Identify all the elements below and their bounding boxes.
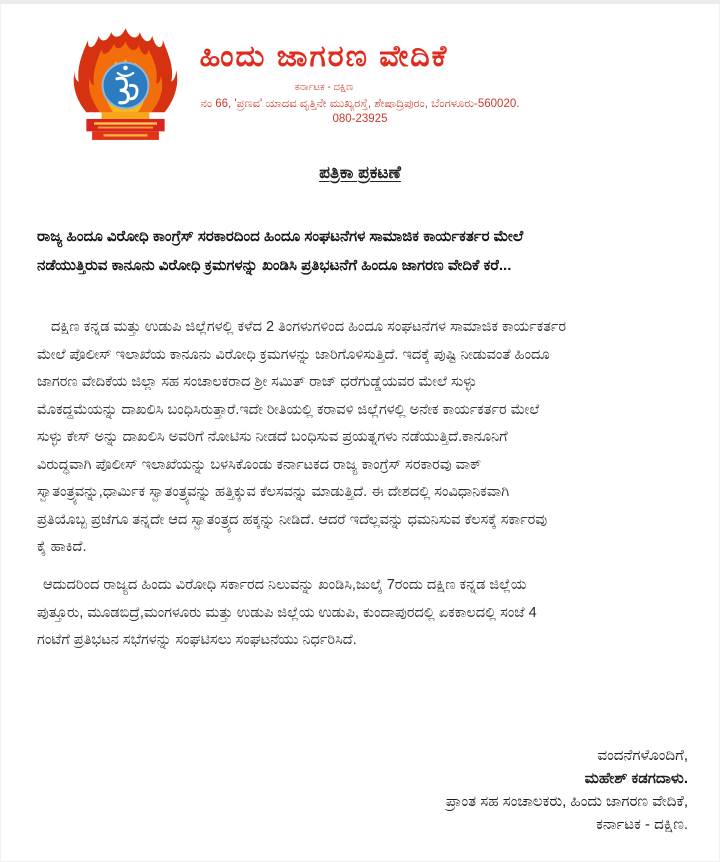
body-line: ದಕ್ಷಿಣ ಕನ್ನಡ ಮತ್ತು ಉಡುಪಿ ಜಿಲ್ಲೆಗಳಲ್ಲಿ ಕಳೆದ 2 ತಿಂಗಳುಗಳಿಂದ ಹಿಂದೂ ಸಂಘಟನೆಗಳ ಸಾಮಾಜಿಕ ಕಾರ್ಯಕರ್ತರ [51, 319, 567, 335]
intro-paragraph [37, 222, 687, 280]
document-title: ಪತ್ರಿಕಾ ಪ್ರಕಟಣೆ [319, 163, 401, 182]
signatory-designation: ಪ್ರಾಂತ ಸಹ ಸಂಚಾಲಕರು, ಹಿಂದು ಜಾಗರಣ ವೇದಿಕೆ, [445, 793, 688, 810]
body-line: ಆದುದರಿಂದ ರಾಜ್ಯದ ಹಿಂದು ವಿರೋಧಿ ಸರ್ಕಾರದ ನಿಲುವನ್ನು ಖಂಡಿಸಿ,ಜುಲೈ 7ರಂದು ದಕ್ಷಿಣ ಕನ್ನಡ ಜಿಲ್ಲೆಯ [43, 577, 527, 593]
organization-name: ಹಿಂದು ಜಾಗರಣ ವೇದಿಕೆ [199, 40, 449, 73]
body-line: ಪುತ್ತೂರು, ಮೂಡಬಿದ್ರೆ,ಮಂಗಳೂರು ಮತ್ತು ಉಡುಪಿ ಜಿಲ್ಲೆಯ ಉಡುಪಿ, ಕುಂದಾಪುರದಲ್ಲಿ ಏಕಕಾಲದಲ್ಲಿ ಸಂಜೆ 4 [37, 604, 537, 621]
body-line: ಗಂಟೆಗೆ ಪ್ರತಿಭಟನ ಸಭೆಗಳನ್ನು ಸಂಘಟಿಸಲು ಸಂಘಟನೆಯು ನಿರ್ಧರಿಸಿದೆ. [37, 632, 357, 648]
body-line: ವಿರುದ್ಧವಾಗಿ ಪೊಲೀಸ್ ಇಲಾಖೆಯನ್ನು ಬಳಸಿಕೊಂಡು ಕರ್ನಾಟಕದ ರಾಜ್ಯ ಕಾಂಗ್ರೆಸ್ ಸರಕಾರವು ವಾಕ್ [37, 456, 482, 473]
body-line: ಜಾಗರಣ ವೇದಿಕೆಯ ಜಿಲ್ಲಾ ಸಹ ಸಂಚಾಲಕರಾದ ಶ್ರೀ ಸಮಿತ್ ರಾಜ್ ಧರೆಗುಡ್ಡೆಯವರ ಮೇಲೆ ಸುಳ್ಳು [37, 374, 477, 390]
body-line: ಪ್ರತಿಯೊಬ್ಬ ಪ್ರಜೆಗೂ ತನ್ನದೇ ಆದ ಸ್ವಾತಂತ್ರ್ಯದ ಹಕ್ಕನ್ನು ನೀಡಿದೆ. ಆದರೆ ಇದೆಲ್ಲವನ್ನು ಧಮನಿಸುವ ಕೆಲಸಕ್ಕೆ ಸರ್ಕಾರವು [37, 511, 548, 528]
intro-line: ನಡೆಯುತ್ತಿರುವ ಕಾನೂನು ವಿರೋಧಿ ಕ್ರಮಗಳನ್ನು ಖಂಡಿಸಿ ಪ್ರತಿಭಟನೆಗೆ ಹಿಂದೂ ಜಾಗರಣ ವೇದಿಕೆ ಕರೆ... [37, 257, 512, 274]
intro-line: ರಾಜ್ಯ ಹಿಂದೂ ವಿರೋಧಿ ಕಾಂಗ್ರೆಸ್ ಸರಕಾರದಿಂದ ಹಿಂದೂ ಸಂಘಟನೆಗಳ ಸಾಮಾಜಿಕ ಕಾರ್ಯಕರ್ತರ ಮೇಲೆ [37, 228, 524, 245]
body-paragraph-2 [37, 572, 687, 655]
organization-phone: 080-23925 [332, 113, 388, 125]
organization-address: ನಂ 66, 'ಪ್ರಣವ' ಯಾದವ ವೃತ್ತಿನೇ ಮುಖ್ಯರಸ್ತೆ, ಶೇಷಾದ್ರಿಪುರಂ, ಬೆಂಗಳೂರು-560020. [200, 98, 520, 110]
body-paragraph-1 [37, 314, 687, 562]
scan-edge [0, 0, 720, 4]
body-line: ಸ್ವಾತಂತ್ರ್ಯವನ್ನು,ಧಾರ್ಮಿಕ ಸ್ವಾತಂತ್ರ್ಯವನ್ನು ಹತ್ತಿಕ್ಕುವ ಕೆಲಸವನ್ನು ಮಾಡುತ್ತಿದೆ. ಈ ದೇಶದಲ್ಲಿ ಸಂವಿಧಾನಿಕವಾಗಿ [37, 484, 510, 500]
body-line: ಮೊಕದ್ದಮೆಯನ್ನು ದಾಖಲಿಸಿ ಬಂಧಿಸಿರುತ್ತಾರೆ.ಇದೇ ರೀತಿಯಲ್ಲಿ ಕರಾವಳಿ ಜಿಲ್ಲೆಗಳಲ್ಲಿ ಅನೇಕ ಕಾರ್ಯಕರ್ತರ ಮೇಲೆ [37, 401, 540, 418]
signatory-region: ಕರ್ನಾಟಕ - ದಕ್ಷಿಣ. [596, 816, 688, 833]
signatory-name: ಮಹೇಶ್ ಕಡಗದಾಳು. [584, 770, 688, 787]
body-line: ಸುಳ್ಳು ಕೇಸ್ ಅನ್ನು ದಾಖಲಿಸಿ ಅವರಿಗೆ ನೋಟಿಸು ನೀಡದೆ ಬಂಧಿಸುವ ಪ್ರಯತ್ನಗಳು ನಡೆಯುತ್ತಿದೆ.ಕಾನೂನಿಗೆ [37, 429, 508, 445]
signature-block [268, 744, 688, 836]
body-line: ಕೈ ಹಾಕಿದೆ. [37, 539, 87, 555]
organization-region: ಕರ್ನಾಟಕ - ದಕ್ಷಿಣ [294, 82, 354, 93]
body-line: ಮೇಲೆ ಪೊಲೀಸ್ ಇಲಾಖೆಯ ಕಾನೂನು ವಿರೋಧಿ ಕ್ರಮಗಳನ್ನು ಜಾರಿಗೊಳಿಸುತ್ತಿದೆ. ಇದಕ್ಕೆ ಪುಷ್ಟಿ ನೀಡುವಂತೆ ಹಿಂದೂ [37, 346, 550, 363]
signature-salutation: ವಂದನೆಗಳೊಂದಿಗೆ, [597, 747, 688, 764]
